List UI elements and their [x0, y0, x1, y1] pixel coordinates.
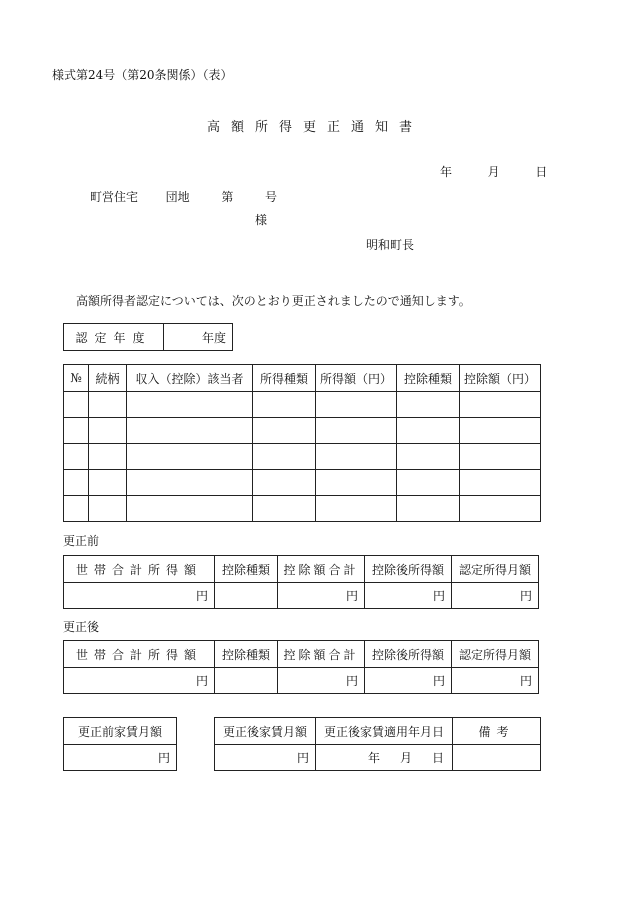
- date-year: 年: [440, 165, 453, 179]
- before-header-deduction-total: 控除額合計: [278, 556, 365, 583]
- rent-after-date-header: 更正後家賃適用年月日: [316, 718, 453, 745]
- year-label: 認定年度: [64, 324, 164, 351]
- table-cell[interactable]: [397, 392, 460, 418]
- date-row: [440, 163, 547, 180]
- before-deduction-type[interactable]: [215, 583, 278, 609]
- table-cell[interactable]: [89, 418, 127, 444]
- table-cell[interactable]: [397, 444, 460, 470]
- table-row: [64, 392, 541, 418]
- table-cell[interactable]: [64, 418, 89, 444]
- rent-after-value[interactable]: 円: [215, 745, 316, 771]
- table-cell[interactable]: [397, 470, 460, 496]
- table-cell[interactable]: [127, 470, 253, 496]
- table-cell[interactable]: [316, 444, 397, 470]
- document-title: 高額所得更正通知書: [206, 120, 423, 135]
- table-cell[interactable]: [89, 470, 127, 496]
- table-cell[interactable]: [460, 418, 541, 444]
- table-cell[interactable]: [89, 392, 127, 418]
- table-cell[interactable]: [397, 418, 460, 444]
- dai-label: 第: [221, 190, 234, 204]
- date-day: 日: [535, 165, 548, 179]
- table-cell[interactable]: [253, 496, 316, 522]
- rent-after-date[interactable]: [316, 745, 453, 771]
- after-header-after-deduction: 控除後所得額: [365, 641, 452, 668]
- table-cell[interactable]: [64, 392, 89, 418]
- table-cell[interactable]: [397, 496, 460, 522]
- header-person: 収入（控除）該当者: [127, 365, 253, 392]
- table-cell[interactable]: [89, 444, 127, 470]
- before-header-deduction-type: 控除種類: [215, 556, 278, 583]
- table-row: [64, 668, 539, 694]
- after-deduction-total[interactable]: 円: [278, 668, 365, 694]
- table-row: [64, 496, 541, 522]
- after-header-deduction-type: 控除種類: [215, 641, 278, 668]
- header-relation: 続柄: [89, 365, 127, 392]
- certification-year-table: [63, 323, 233, 351]
- header-no: №: [64, 365, 89, 392]
- estate-label: 団地: [165, 190, 190, 204]
- after-deduction-type[interactable]: [215, 668, 278, 694]
- form-code: 様式第24号（第20条関係）（表）: [52, 68, 233, 82]
- date-month: 月: [487, 165, 500, 179]
- table-cell[interactable]: [316, 496, 397, 522]
- table-cell[interactable]: [127, 496, 253, 522]
- header-deduction-type: 控除種類: [397, 365, 460, 392]
- before-table: [63, 555, 539, 609]
- header-income-amount: 所得額（円）: [316, 365, 397, 392]
- after-household-income[interactable]: 円: [64, 668, 215, 694]
- rent-after-month: 月: [399, 751, 412, 765]
- year-value[interactable]: 年度: [164, 324, 233, 351]
- remarks-value[interactable]: [453, 745, 541, 771]
- table-cell[interactable]: [460, 392, 541, 418]
- remarks-header: 備考: [453, 718, 541, 745]
- table-cell[interactable]: [460, 470, 541, 496]
- before-monthly-income[interactable]: 円: [452, 583, 539, 609]
- before-header-after-deduction: 控除後所得額: [365, 556, 452, 583]
- table-cell[interactable]: [89, 496, 127, 522]
- table-cell[interactable]: [64, 496, 89, 522]
- table-cell[interactable]: [253, 418, 316, 444]
- rent-after-table: [214, 717, 541, 771]
- table-cell[interactable]: [316, 392, 397, 418]
- table-row: [215, 745, 541, 771]
- number-label: 号: [265, 190, 278, 204]
- rent-after-year: 年: [367, 751, 380, 765]
- honorific: 様: [255, 213, 268, 227]
- housing-label: 町営住宅: [90, 190, 139, 204]
- intro-text: 高額所得者認定については、次のとおり更正されましたので通知します。: [76, 294, 471, 308]
- after-header-deduction-total: 控除額合計: [278, 641, 365, 668]
- table-cell[interactable]: [253, 470, 316, 496]
- rent-before-table: [63, 717, 177, 771]
- after-after-deduction[interactable]: 円: [365, 668, 452, 694]
- table-cell[interactable]: [316, 470, 397, 496]
- table-row: [64, 418, 541, 444]
- before-header-household-income: 世帯合計所得額: [64, 556, 215, 583]
- before-header-monthly-income: 認定所得月額: [452, 556, 539, 583]
- table-cell[interactable]: [460, 496, 541, 522]
- table-row: [64, 470, 541, 496]
- table-cell[interactable]: [127, 392, 253, 418]
- rent-after-header: 更正後家賃月額: [215, 718, 316, 745]
- table-row: [64, 444, 541, 470]
- income-table: [63, 364, 541, 522]
- table-cell[interactable]: [460, 444, 541, 470]
- header-income-type: 所得種類: [253, 365, 316, 392]
- before-household-income[interactable]: 円: [64, 583, 215, 609]
- issuer: 明和町長: [366, 238, 415, 252]
- before-label: 更正前: [63, 534, 100, 548]
- after-header-monthly-income: 認定所得月額: [452, 641, 539, 668]
- table-cell[interactable]: [64, 470, 89, 496]
- table-cell[interactable]: [253, 444, 316, 470]
- before-after-deduction[interactable]: 円: [365, 583, 452, 609]
- rent-after-day: 日: [431, 751, 444, 765]
- rent-before-value[interactable]: 円: [64, 745, 177, 771]
- table-cell[interactable]: [316, 418, 397, 444]
- address-row: [90, 188, 277, 205]
- before-deduction-total[interactable]: 円: [278, 583, 365, 609]
- after-header-household-income: 世帯合計所得額: [64, 641, 215, 668]
- table-cell[interactable]: [127, 444, 253, 470]
- table-cell[interactable]: [64, 444, 89, 470]
- table-cell[interactable]: [253, 392, 316, 418]
- rent-before-header: 更正前家賃月額: [64, 718, 177, 745]
- table-row: [64, 583, 539, 609]
- after-label: 更正後: [63, 620, 100, 634]
- after-monthly-income[interactable]: 円: [452, 668, 539, 694]
- header-deduction-amount: 控除額（円）: [460, 365, 541, 392]
- table-cell[interactable]: [127, 418, 253, 444]
- after-table: [63, 640, 539, 694]
